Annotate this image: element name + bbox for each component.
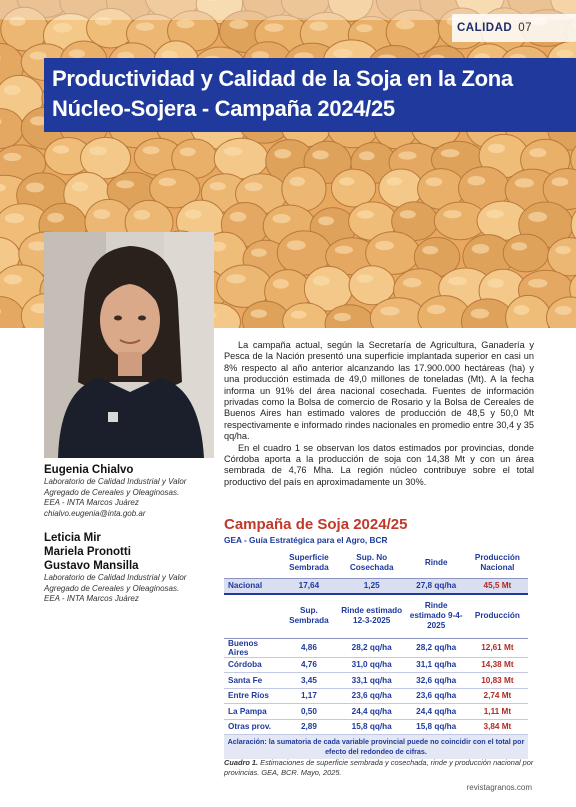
title-line-1: Productividad y Calidad de la Soja en la Zona (52, 66, 513, 91)
soybean-highlight (422, 246, 438, 255)
soybean-highlight (180, 147, 196, 156)
soybean-highlight (274, 149, 291, 159)
table-header-row (224, 548, 528, 578)
soybean-highlight (318, 216, 334, 225)
soybean-highlight (487, 278, 504, 287)
soybean-highlight (226, 274, 245, 283)
header-cell: Rinde estimado 12-3-2025 (338, 594, 406, 638)
soybean-highlight (555, 306, 572, 315)
header-cell: Producción Nacional (467, 548, 528, 578)
table-cell: 33,1 qq/ha (338, 673, 406, 689)
soybean-highlight (4, 274, 22, 284)
table-cell: 1,25 (338, 578, 406, 594)
soybean-highlight (5, 213, 24, 223)
row-label: Santa Fe (224, 673, 280, 689)
table-cell: 2,89 (280, 719, 338, 735)
body-paragraph: En el cuadro 1 se observan los datos estimados por provincias, donde Córdoba aporta a la producción de soja con 14,38 Mt y con un área sembrada de 4,76 Mha. La región núcleo contribuye sobre el total productivo del país en aproximadamente un 30%. (224, 442, 534, 487)
footer-site[interactable]: revistagranos.com (466, 783, 532, 792)
header-cell: Sup. Sembrada (280, 594, 338, 638)
table-cell: 10,83 Mt (467, 673, 528, 689)
soybean-highlight (224, 147, 243, 156)
header-cell: Producción (467, 594, 528, 638)
article-title (52, 64, 566, 124)
table-note: Aclaración: la sumatoria de cada variable provincial puede no coincidir con el total por efecto del redondeo de cifras. (224, 735, 528, 759)
table-row (224, 688, 528, 704)
table-cell: 4,86 (280, 638, 338, 657)
table-row (224, 638, 528, 657)
soybean-highlight (472, 244, 490, 254)
soybean-highlight (245, 182, 263, 191)
header-cell (224, 548, 280, 578)
caption-text: Estimaciones de superficie sembrada y cosechada, rinde y producción nacional por provincias. GEA, BCR. Mayo, 2025. (224, 758, 534, 777)
soybean-highlight (400, 210, 416, 219)
soybean-highlight (251, 309, 267, 317)
soybean-highlight (143, 146, 160, 154)
soybean-highlight (448, 277, 467, 286)
soybean-highlight (357, 274, 373, 283)
table-note-row (224, 735, 528, 759)
table-cell: 24,4 qq/ha (406, 704, 467, 720)
row-label: Entre Ríos (224, 688, 280, 704)
soybean-shape (282, 167, 326, 210)
author-name: Eugenia Chialvo (44, 464, 134, 476)
soybean-highlight (443, 210, 461, 218)
table-cell: 15,8 qq/ha (406, 719, 467, 735)
soybean-highlight (176, 19, 194, 28)
body-paragraph: La campaña actual, según la Secretaría de Agricultura, Ganadería y Pesca de la Nación presentó una superficie implantada superior en casi un 8% respecto al año anterior alcanzando las 17.900.000 hectáreas (ha) y una producción estimada de 49,0 millones de toneladas (Mt). A la fecha informa un 91% del área nacional cosechada. Fuentes de información privadas como la Bolsa de comercio de Rosario y la Bolsa de Cereales de Buenos Aires han estimado valores de producción de 48,5 y 50,0 Mt respectivamente e informado rindes nacionales en promedio entre 30,4 y 35 qq/ha. (224, 340, 535, 442)
table-cell: 23,6 qq/ha (406, 688, 467, 704)
table-header-row (224, 594, 528, 638)
soybean-highlight (290, 177, 305, 187)
table-row-national (224, 578, 528, 594)
table-cell: 2,74 Mt (467, 688, 528, 704)
soybean-highlight (287, 240, 306, 250)
table-row (224, 704, 528, 720)
affiliation-line: Laboratorio de Calidad Industrial y Valor (44, 477, 187, 486)
soybean-highlight (398, 151, 416, 159)
soybean-highlight (272, 214, 290, 223)
soy-data-table (224, 548, 528, 759)
soybean-highlight (529, 148, 546, 157)
soybean-highlight (53, 23, 72, 33)
table-cell: 28,2 qq/ha (406, 638, 467, 657)
soybean-highlight (396, 20, 415, 30)
row-label: Otras prov. (224, 719, 280, 735)
soybean-highlight (158, 178, 176, 186)
soybean-highlight (339, 177, 354, 185)
soybean-highlight (251, 248, 267, 256)
title-banner (44, 58, 576, 132)
table-cell: 12,61 Mt (467, 638, 528, 657)
author-photo (44, 232, 214, 458)
article-body (224, 340, 534, 488)
soybean-highlight (387, 177, 402, 185)
soybean-highlight (488, 144, 505, 154)
soybean-highlight (357, 210, 374, 218)
soybean-highlight (185, 209, 202, 218)
soybean-highlight (69, 49, 85, 58)
table-caption (224, 758, 546, 777)
affiliation-line: Laboratorio de Calidad Industrial y Valor (44, 573, 187, 582)
soybean-highlight (514, 305, 530, 315)
author-list (44, 463, 229, 605)
soybean-highlight (229, 20, 248, 29)
affiliation-line: Agregado de Cereales y Oleaginosas. (44, 487, 180, 497)
soybean-highlight (552, 177, 569, 186)
soybean-highlight (441, 149, 460, 157)
table-title: Campaña de Soja 2024/25 (224, 516, 408, 533)
soybean-highlight (555, 246, 570, 254)
table-row (224, 719, 528, 735)
soybean-highlight (310, 22, 328, 31)
province-rows (224, 638, 528, 735)
table-cell: 3,84 Mt (467, 719, 528, 735)
soybean-highlight (359, 151, 375, 160)
header-cell (224, 594, 280, 638)
soybean-highlight (426, 177, 442, 186)
table-cell: 31,1 qq/ha (406, 657, 467, 673)
table-cell: 17,64 (280, 578, 338, 594)
row-label: La Pampa (224, 704, 280, 720)
soybean-highlight (528, 279, 547, 288)
soybean-highlight (403, 278, 421, 287)
soybean-highlight (26, 183, 44, 193)
soybean-highlight (53, 145, 69, 153)
soybean-highlight (515, 178, 534, 187)
table-cell: 0,50 (280, 704, 338, 720)
soybean-highlight (427, 305, 445, 314)
section-name: CALIDAD (456, 22, 513, 34)
soybean-highlight (380, 307, 400, 316)
author-affiliation (44, 477, 229, 519)
table-cell: 4,76 (280, 657, 338, 673)
soybean-highlight (72, 182, 88, 192)
row-label: Nacional (224, 578, 280, 594)
header-cell: Rinde estimado 9-4-2025 (406, 594, 467, 638)
author-name: Mariela Pronotti (44, 546, 131, 558)
soybean-highlight (471, 309, 489, 319)
author-portrait (44, 232, 214, 458)
soybean-highlight (375, 241, 394, 250)
affiliation-line: EEA - INTA Marcos Juárez (44, 594, 139, 603)
soybean-highlight (291, 311, 307, 319)
header-cell: Rinde (406, 548, 467, 578)
soybean-highlight (3, 153, 21, 161)
soybean-highlight (356, 24, 372, 32)
soybean-highlight (556, 49, 573, 57)
soybean-highlight (486, 210, 504, 219)
soybean-highlight (467, 176, 485, 185)
soybean-highlight (335, 246, 353, 254)
header-cell: Superficie Sembrada (280, 548, 338, 578)
table-cell: 32,6 qq/ha (406, 673, 467, 689)
soybean-highlight (312, 150, 328, 159)
table-cell: 28,2 qq/ha (338, 638, 406, 657)
table-cell: 14,38 Mt (467, 657, 528, 673)
soybean-highlight (511, 242, 527, 250)
soybean-highlight (136, 22, 154, 31)
table-cell: 15,8 qq/ha (338, 719, 406, 735)
soybean-highlight (273, 279, 289, 289)
section-tag (457, 22, 532, 38)
soybean-shape (503, 234, 548, 272)
row-label: Córdoba (224, 657, 280, 673)
soybean-shape (331, 169, 375, 207)
row-label: Buenos Aires (224, 638, 280, 657)
affiliation-line: Agregado de Cereales y Oleaginosas. (44, 583, 180, 593)
header-cell: Sup. No Cosechada (338, 548, 406, 578)
soybean-highlight (4, 85, 21, 95)
soybean-highlight (47, 213, 64, 223)
data-table-figure (224, 516, 534, 759)
author-affiliation (44, 573, 229, 605)
table-row (224, 657, 528, 673)
table-cell: 31,0 qq/ha (338, 657, 406, 673)
table-cell: 1,11 Mt (467, 704, 528, 720)
soybean-highlight (89, 146, 106, 155)
title-line-2: Núcleo-Sojera - Campaña 2024/25 (52, 96, 395, 121)
table-cell: 45,5 Mt (467, 578, 528, 594)
caption-label: Cuadro 1. (224, 758, 259, 767)
soybean-highlight (133, 210, 150, 220)
affiliation-line: EEA - INTA Marcos Juárez (44, 498, 139, 507)
soybean-shape (214, 138, 268, 179)
author-email[interactable]: chialvo.eugenia@inta.gob.ar (44, 508, 146, 518)
author-name: Gustavo Mansilla (44, 560, 139, 572)
soybean-highlight (528, 212, 547, 222)
soybean-highlight (210, 182, 226, 190)
table-cell: 1,17 (280, 688, 338, 704)
table-row (224, 673, 528, 689)
table-cell: 24,4 qq/ha (338, 704, 406, 720)
author-name: Leticia Mir (44, 532, 101, 544)
table-cell: 3,45 (280, 673, 338, 689)
soybean-highlight (93, 209, 110, 219)
table-cell: 27,8 qq/ha (406, 578, 467, 594)
soybean-highlight (313, 276, 330, 286)
table-cell: 23,6 qq/ha (338, 688, 406, 704)
soybean-highlight (333, 49, 352, 58)
soybean-highlight (264, 23, 283, 32)
table-subtitle: GEA - Guía Estratégica para el Agro, BCR (224, 535, 388, 545)
page-number: 07 (518, 22, 532, 34)
soybean-highlight (230, 212, 247, 222)
soybean-highlight (334, 313, 351, 321)
soybean-highlight (116, 180, 134, 188)
